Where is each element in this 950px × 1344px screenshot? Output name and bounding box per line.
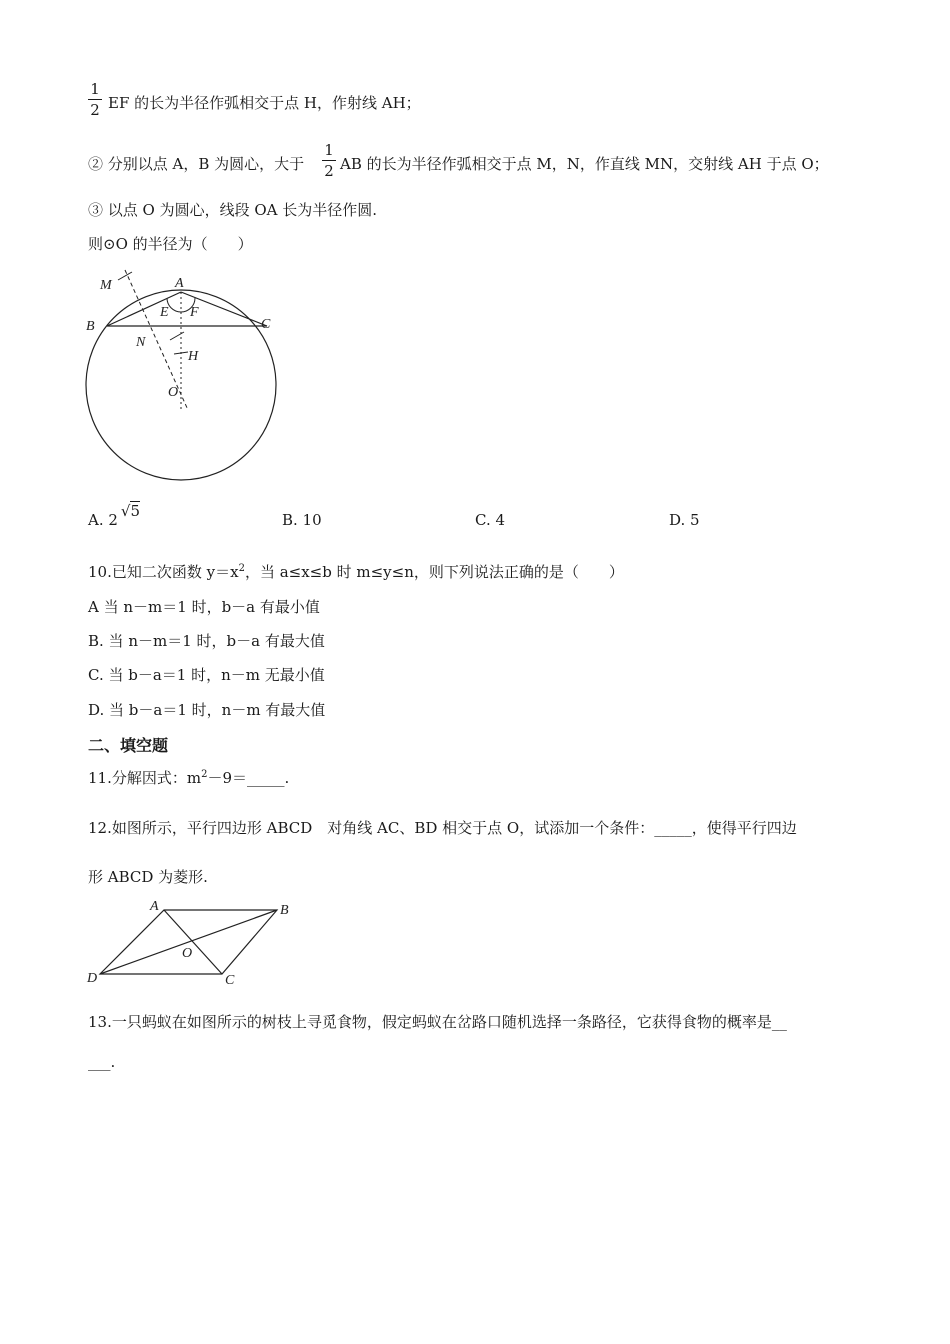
q9-step3: ③ 以点 O 为圆心，线段 OA 长为半径作圆. [88, 201, 378, 219]
q12-line1: 12.如图所示，平行四边形 ABCD 对角线 AC、BD 相交于点 O，试添加一个条件：_____，使得平行四边 [88, 819, 797, 837]
figure-label-f: F [190, 305, 199, 320]
q9-option-c[interactable]: C. 4 [475, 511, 506, 529]
parallelogram-figure [82, 896, 302, 991]
q13-line1: 13.一只蚂蚁在如图所示的树枝上寻觅食物，假定蚂蚁在岔路口随机选择一条路径，它获得食物的概率是__ [88, 1013, 787, 1031]
figure-label-h: H [188, 349, 199, 364]
figure-label-e: E [160, 305, 169, 320]
q10-option-d[interactable]: D. 当 b－a＝1 时，n－m 有最大值 [88, 701, 326, 719]
q9-option-a[interactable]: A. 2 √5 [88, 502, 141, 529]
q10-option-a[interactable]: A 当 n－m＝1 时，b－a 有最小值 [88, 598, 320, 616]
q10-stem: 10.已知二次函数 $y=x^2$，当 a≤x≤b 时 m≤y≤n，则下列说法正确的是（ ） [88, 563, 624, 581]
q9-option-b[interactable]: B. 10 [282, 511, 322, 529]
figure-label-d: D [87, 971, 98, 986]
q9-option-d[interactable]: D. 5 [669, 511, 700, 529]
figure-label-m: M [100, 278, 112, 293]
q9-step2-end: AB 的长为半径作弧相交于点 M，N，作直线 MN，交射线 AH 于点 O； [340, 155, 829, 173]
figure-label-c: C [225, 973, 235, 988]
q13-line2: ___. [88, 1053, 116, 1071]
section-title-fill-blank: 二、填空题 [88, 736, 169, 755]
figure-label-c: C [261, 317, 271, 332]
fraction-half-2: 1 2 [322, 141, 336, 180]
sqrt-symbol: √ [120, 502, 131, 520]
q9-step1-tail: EF 的长为半径作弧相交于点 H，作射线 AH； [108, 94, 421, 112]
figure-label-a: A [175, 276, 184, 291]
figure-label-a: A [150, 899, 159, 914]
q11-text: 11.分解因式：$m^2-9=\_\_\_\_\_$. [88, 769, 290, 787]
figure-label-n: N [136, 335, 146, 350]
figure-label-o: O [182, 946, 193, 961]
circle-construction-figure [80, 262, 290, 487]
q12-line2: 形 ABCD 为菱形. [88, 868, 208, 886]
figure-label-b: B [86, 319, 95, 334]
q9-question: 则⊙O 的半径为（ ） [88, 235, 253, 253]
fraction-half: 1 2 [88, 80, 102, 119]
figure-label-o: O [168, 385, 179, 400]
q10-option-b[interactable]: B. 当 n－m＝1 时，b－a 有最大值 [88, 632, 325, 650]
figure-label-b: B [280, 903, 289, 918]
q10-option-c[interactable]: C. 当 b－a＝1 时，n－m 无最小值 [88, 666, 325, 684]
q9-step2-start: ② 分别以点 A，B 为圆心，大于 [88, 155, 305, 173]
